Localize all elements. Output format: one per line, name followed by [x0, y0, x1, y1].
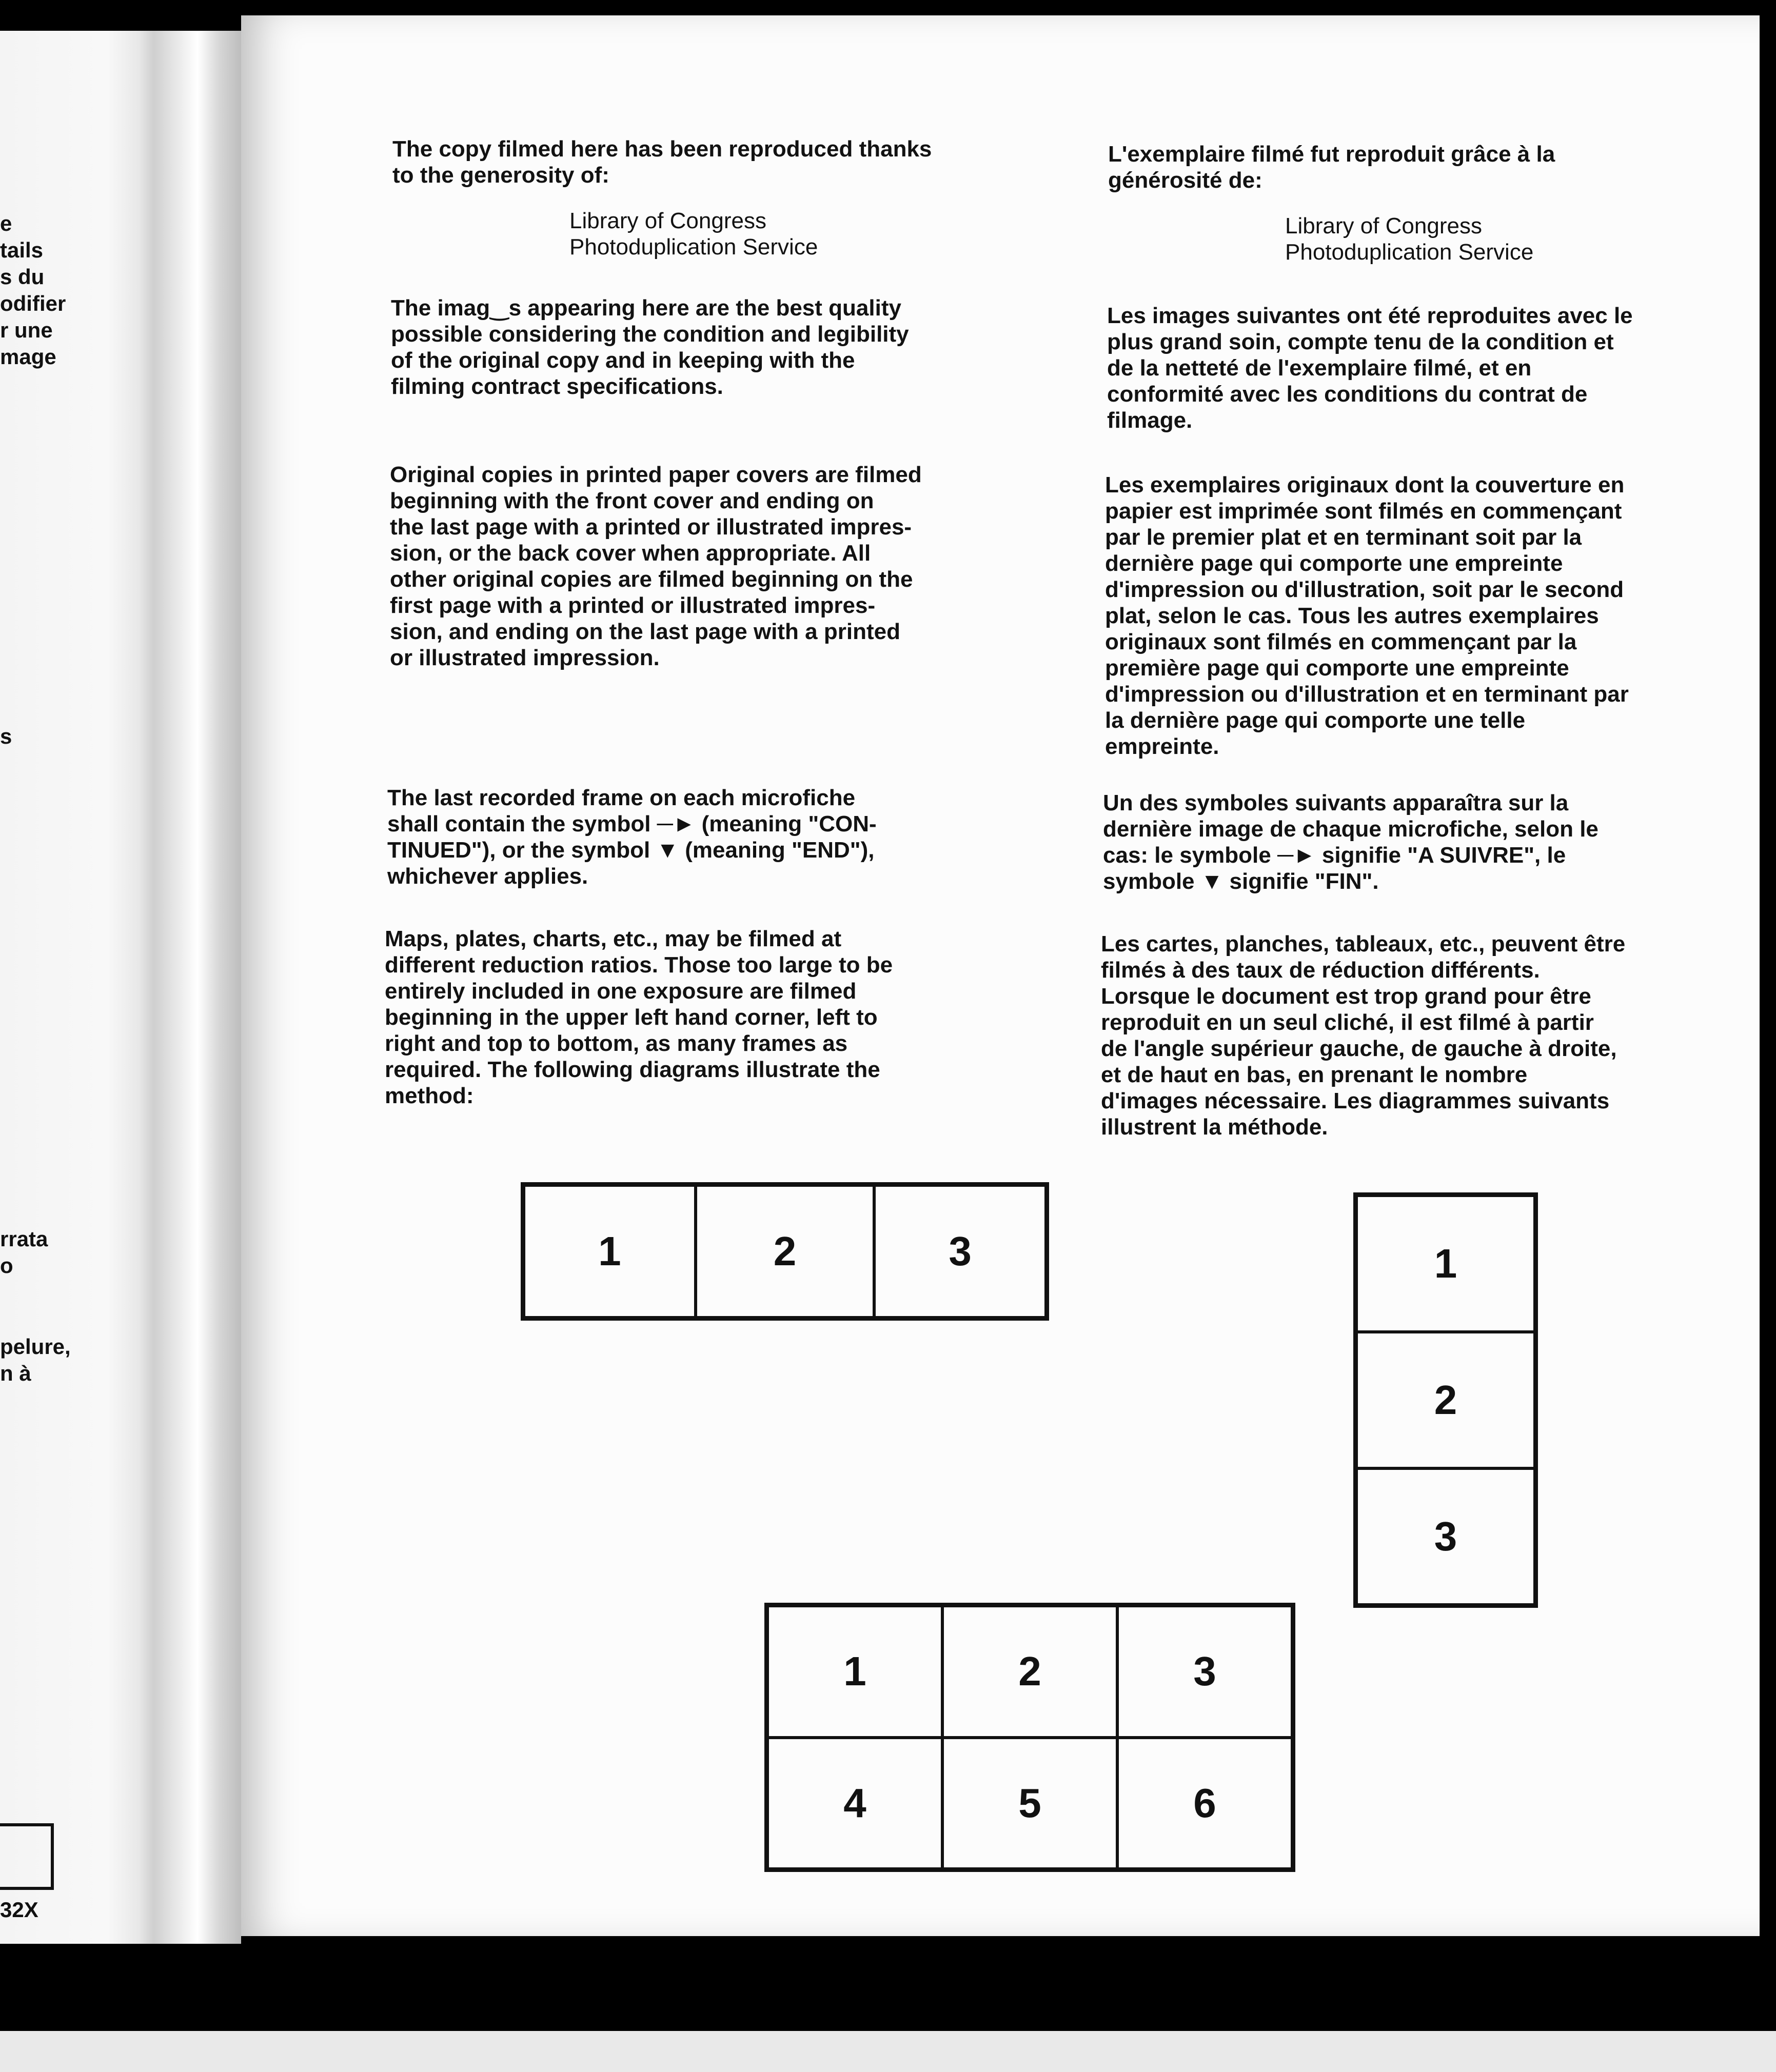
diagram-grid-cell: 6	[1117, 1738, 1292, 1869]
left-fragment-4: pelure, n à	[0, 1334, 71, 1385]
french-paragraph-3: Un des symboles suivants apparaîtra sur la dernière image de chaque microfiche, selon le cas: le symbole ─► signifie "A SUIVRE", le symbole ▼ signifie "FIN".	[1103, 790, 1599, 894]
diagram-column-cell: 2	[1356, 1332, 1535, 1468]
english-paragraph-2: Original copies in printed paper covers are filmed beginning with the front cover and ending on the last page with a printed or illustrated impres- sion, or the back cover when appropriate. All other original copies are filmed beginning on the first page with a printed or illustrated impres- sion, and ending on the last page with a printed or illustrated impression.	[390, 462, 922, 670]
diagram-grid-cell: 1	[767, 1606, 942, 1738]
english-institution: Library of Congress Photoduplication Service	[569, 208, 818, 260]
english-paragraph-1: The imag‿s appearing here are the best quality possible considering the condition and legibility of the original copy and in keeping with the filming contract specifications.	[391, 295, 909, 399]
french-paragraph-2: Les exemplaires originaux dont la couverture en papier est imprimée sont filmés en commençant par le premier plat et en terminant soit par la dernière page qui comporte une empreinte d'impression ou d'illustration, soit par le second plat, selon le cas. Tous les autres exemplaires originaux sont filmés en commençant par la première page qui comporte une empreinte d'impression ou d'illustration et en terminant par la dernière page qui comporte une telle empreinte.	[1105, 472, 1629, 759]
english-paragraph-4: Maps, plates, charts, etc., may be filmed at different reduction ratios. Those too large to be entirely included in one exposure are filmed beginning in the upper left hand corner, left to right and top to bottom, as many frames as required. The following diagrams illustrate the method:	[385, 926, 893, 1108]
diagram-row-cell: 2	[696, 1185, 874, 1318]
diagram-column-cell: 3	[1356, 1468, 1535, 1605]
resolution-box	[0, 1823, 54, 1890]
resolution-label: 32X	[0, 1898, 38, 1922]
diagram-grid-cell: 3	[1117, 1606, 1292, 1738]
left-fragment-2: s	[0, 724, 12, 748]
main-page	[241, 15, 1760, 1936]
english-intro: The copy filmed here has been reproduced thanks to the generosity of:	[392, 136, 932, 188]
book-gutter	[154, 31, 241, 1944]
diagram-grid-cell: 5	[942, 1738, 1117, 1869]
diagram-column	[1353, 1192, 1538, 1608]
french-institution: Library of Congress Photoduplication Service	[1285, 213, 1534, 265]
diagram-row-cell: 3	[874, 1185, 1046, 1318]
left-fragment-3: rrata o	[0, 1227, 48, 1278]
french-paragraph-4: Les cartes, planches, tableaux, etc., peuvent être filmés à des taux de réduction différents. Lorsque le document est trop grand pour être reproduit en un seul cliché, il est filmé à partir de l'angle supérieur gauche, de gauche à droite, et de haut en bas, en prenant le nombre d'images nécessaire. Les diagrammes suivants illustrent la méthode.	[1101, 931, 1626, 1140]
left-partial-page	[0, 31, 154, 1944]
diagram-grid	[764, 1603, 1295, 1872]
diagram-row-cell: 1	[524, 1185, 696, 1318]
left-fragment-1: e tails s du odifier r une mage	[0, 211, 66, 369]
french-intro: L'exemplaire filmé fut reproduit grâce à la générosité de:	[1108, 142, 1555, 193]
diagram-grid-cell: 2	[942, 1606, 1117, 1738]
bottom-edge-strip	[0, 2031, 1776, 2072]
english-paragraph-3: The last recorded frame on each microfiche shall contain the symbol ─► (meaning "CON- TINUED"), or the symbol ▼ (meaning "END"), whichever applies.	[387, 785, 877, 889]
diagram-column-cell: 1	[1356, 1196, 1535, 1332]
diagram-grid-cell: 4	[767, 1738, 942, 1869]
diagram-row	[521, 1182, 1049, 1321]
french-paragraph-1: Les images suivantes ont été reproduites avec le plus grand soin, compte tenu de la condition et de la netteté de l'exemplaire filmé, et en conformité avec les conditions du contrat de filmage.	[1107, 303, 1633, 433]
